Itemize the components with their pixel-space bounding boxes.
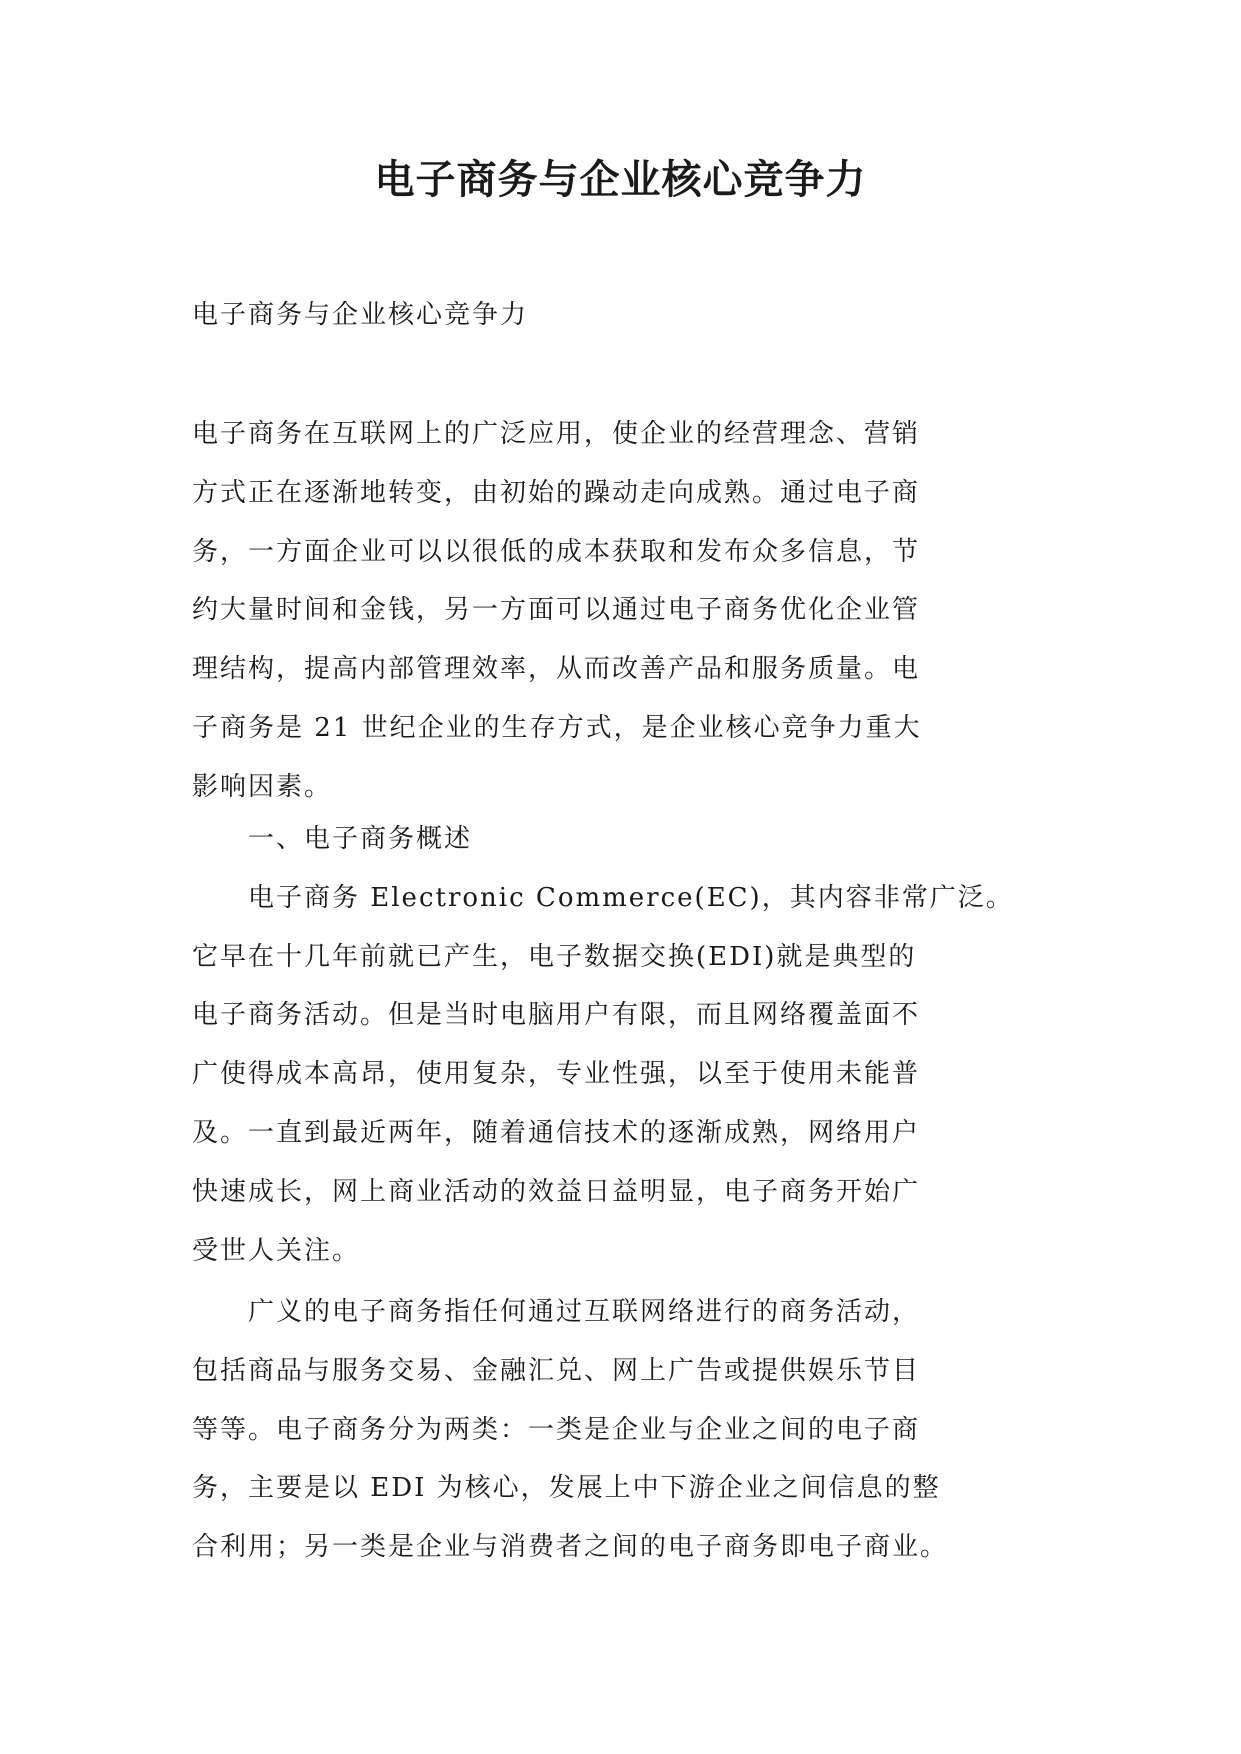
text-line: 它早在十几年前就已产生，电子数据交换(EDI)就是典型的 [192,941,917,972]
text-line: 包括商品与服务交易、金融汇兑、网上广告或提供娱乐节目 [192,1355,921,1386]
text-line: 影响因素。 [192,771,333,802]
text-line: 子商务是 21 世纪企业的生存方式，是企业核心竞争力重大 [192,712,922,743]
text-line: 受世人关注。 [192,1235,361,1266]
section-heading: 一、电子商务概述 [192,824,473,854]
text-line: 广使得成本高昂，使用复杂，专业性强，以至于使用未能普 [192,1059,921,1090]
document-title: 电子商务与企业核心竞争力 [374,156,867,203]
text-line: 约大量时间和金钱，另一方面可以通过电子商务优化企业管 [192,595,921,626]
text-line: 理结构，提高内部管理效率，从而改善产品和服务质量。电 [192,654,921,685]
text-line: 电子商务 Electronic Commerce(EC)，其内容非常广泛。 [192,882,1014,913]
text-line: 电子商务在互联网上的广泛应用，使企业的经营理念、营销 [192,419,921,449]
text-line: 快速成长，网上商业活动的效益日益明显，电子商务开始广 [192,1176,921,1207]
text-line: 等等。电子商务分为两类：一类是企业与企业之间的电子商 [192,1414,921,1445]
document-subtitle: 电子商务与企业核心竞争力 [192,300,529,330]
text-line: 广义的电子商务指任何通过互联网络进行的商务活动， [192,1297,921,1327]
text-line: 务，一方面企业可以以很低的成本获取和发布众多信息，节 [192,536,921,567]
section-overview [192,810,1052,1280]
text-line: 方式正在逐渐地转变，由初始的躁动走向成熟。通过电子商 [192,477,921,508]
text-line: 及。一直到最近两年，随着通信技术的逐渐成熟，网络用户 [192,1117,921,1148]
paragraph-definition [192,1283,1052,1577]
paragraph-intro [192,405,1052,817]
text-line: 合利用；另一类是企业与消费者之间的电子商务即电子商业。 [192,1532,949,1563]
text-line: 电子商务活动。但是当时电脑用户有限，而且网络覆盖面不 [192,1000,921,1031]
text-line: 务，主要是以 EDI 为核心，发展上中下游企业之间信息的整 [192,1473,941,1504]
